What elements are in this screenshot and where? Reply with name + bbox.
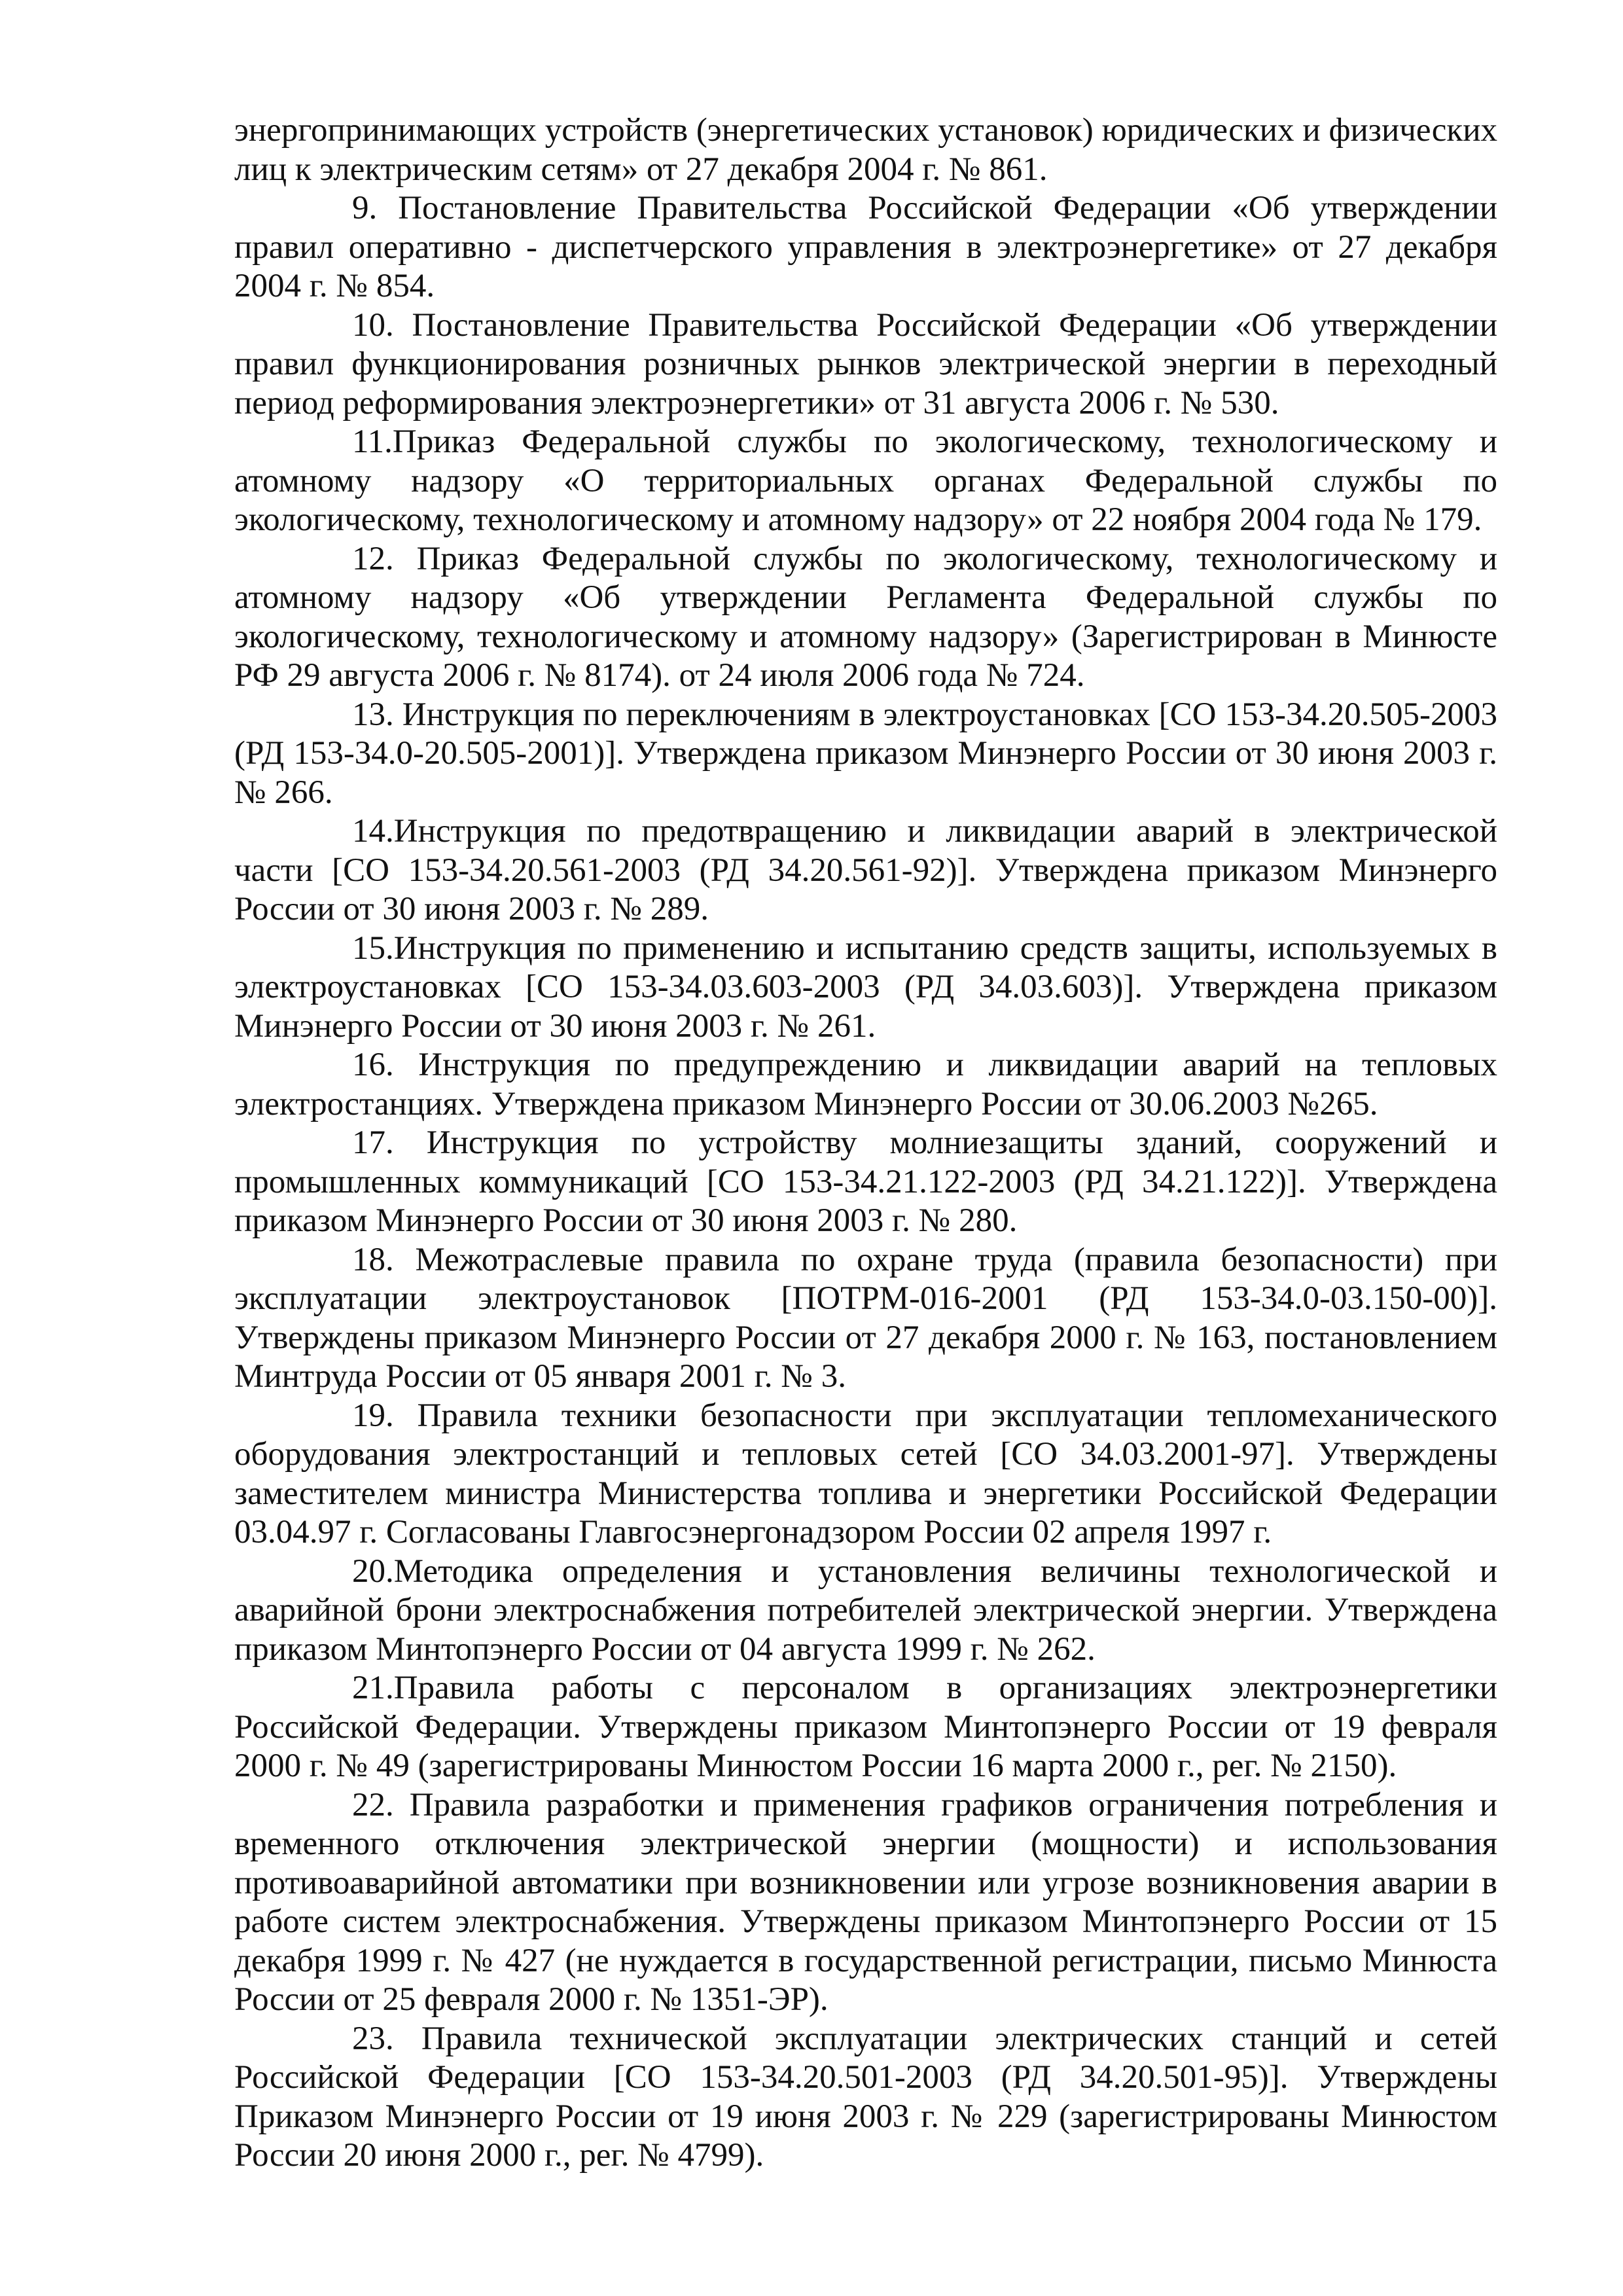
list-item-22: 22. Правила разработки и применения графиков ограничения потребления и временного отключения электрической энергии (мощности) и использования противоаварийной автоматики при возникновении или угрозе возникновения аварии в работе систем электроснабжения. Утверждены приказом Минтопэнерго России от 15 декабря 1999 г. № 427 (не нуждается в государственной регистрации, письмо Минюста России от 25 февраля 2000 г. № 1351-ЭР). — [234, 1786, 1497, 2018]
list-item-15: 15.Инструкция по применению и испытанию средств защиты, используемых в электроустановках [СО 153-34.03.603-2003 (РД 34.03.603)]. Утверждена приказом Минэнерго России от 30 июня 2003 г. № 261. — [234, 929, 1497, 1045]
list-item-16: 16. Инструкция по предупреждению и ликвидации аварий на тепловых электростанциях. Утверждена приказом Минэнерго России от 30.06.2003 №265. — [234, 1047, 1497, 1122]
list-item-21: 21.Правила работы с персоналом в организациях электроэнергетики Российской Федерации. Утверждены приказом Минтопэнерго России от 19 февраля 2000 г. № 49 (зарегистрированы Минюстом России 16 марта 2000 г., рег. № 2150). — [234, 1670, 1497, 1784]
list-item-12: 12. Приказ Федеральной службы по экологическому, технологическому и атомному надзору «Об утверждении Регламента Федеральной службы по экологическому, технологическому и атомному надзору» (Зарегистрирован в Минюсте РФ 29 августа 2006 г. № 8174). от 24 июля 2006 года № 724. — [234, 540, 1497, 694]
list-item-17: 17. Инструкция по устройству молниезащиты зданий, сооружений и промышленных коммуникаций [СО 153-34.21.122-2003 (РД 34.21.122)]. Утверждена приказом Минэнерго России от 30 июня 2003 г. № 280. — [234, 1124, 1497, 1239]
list-item-13: 13. Инструкция по переключениям в электроустановках [СО 153-34.20.505-2003 (РД 153-34.0-20.505-2001)]. Утверждена приказом Минэнерго России от 30 июня 2003 г. № 266. — [234, 696, 1497, 811]
list-item-14: 14.Инструкция по предотвращению и ликвидации аварий в электрической части [СО 153-34.20.561-2003 (РД 34.20.561-92)]. Утверждена приказом Минэнерго России от 30 июня 2003 г. № 289. — [234, 813, 1497, 927]
list-item-20: 20.Методика определения и установления величины технологической и аварийной брони электроснабжения потребителей электрической энергии. Утверждена приказом Минтопэнерго России от 04 августа 1999 г. № 262. — [234, 1552, 1497, 1668]
list-item-18: 18. Межотраслевые правила по охране труда (правила безопасности) при эксплуатации электроустановок [ПОТРМ-016-2001 (РД 153-34.0-03.150-00)]. Утверждены приказом Минэнерго России от 27 декабря 2000 г. № 163, постановлением Минтруда России от 05 января 2001 г. № 3. — [234, 1241, 1497, 1395]
list-item-19: 19. Правила техники безопасности при эксплуатации тепломеханического оборудования электростанций и тепловых сетей [СО 34.03.2001-97]. Утверждены заместителем министра Министерства топлива и энергетики Российской Федерации 03.04.97 г. Согласованы Главгосэнергонадзором России 02 апреля 1997 г. — [234, 1397, 1497, 1551]
list-item-10: 10. Постановление Правительства Российской Федерации «Об утверждении правил функционирования розничных рынков электрической энергии в переходный период реформирования электроэнергетики» от 31 августа 2006 г. № 530. — [234, 306, 1497, 422]
document-body — [234, 111, 1497, 2176]
paragraph-continuation: энергопринимающих устройств (энергетических установок) юридических и физических лиц к электрическим сетям» от 27 декабря 2004 г. № 861. — [234, 112, 1497, 188]
list-item-23: 23. Правила технической эксплуатации электрических станций и сетей Российской Федерации [СО 153-34.20.501-2003 (РД 34.20.501-95)]. Утверждены Приказом Минэнерго России от 19 июня 2003 г. № 229 (зарегистрированы Минюстом России 20 июня 2000 г., рег. № 4799). — [234, 2020, 1497, 2174]
list-item-11: 11.Приказ Федеральной службы по экологическому, технологическому и атомному надзору «О территориальных органах Федеральной службы по экологическому, технологическому и атомному надзору» от 22 ноября 2004 года № 179. — [234, 423, 1497, 538]
list-item-9: 9. Постановление Правительства Российской Федерации «Об утверждении правил оперативно - диспетчерского управления в электроэнергетике» от 27 декабря 2004 г. № 854. — [234, 190, 1497, 304]
